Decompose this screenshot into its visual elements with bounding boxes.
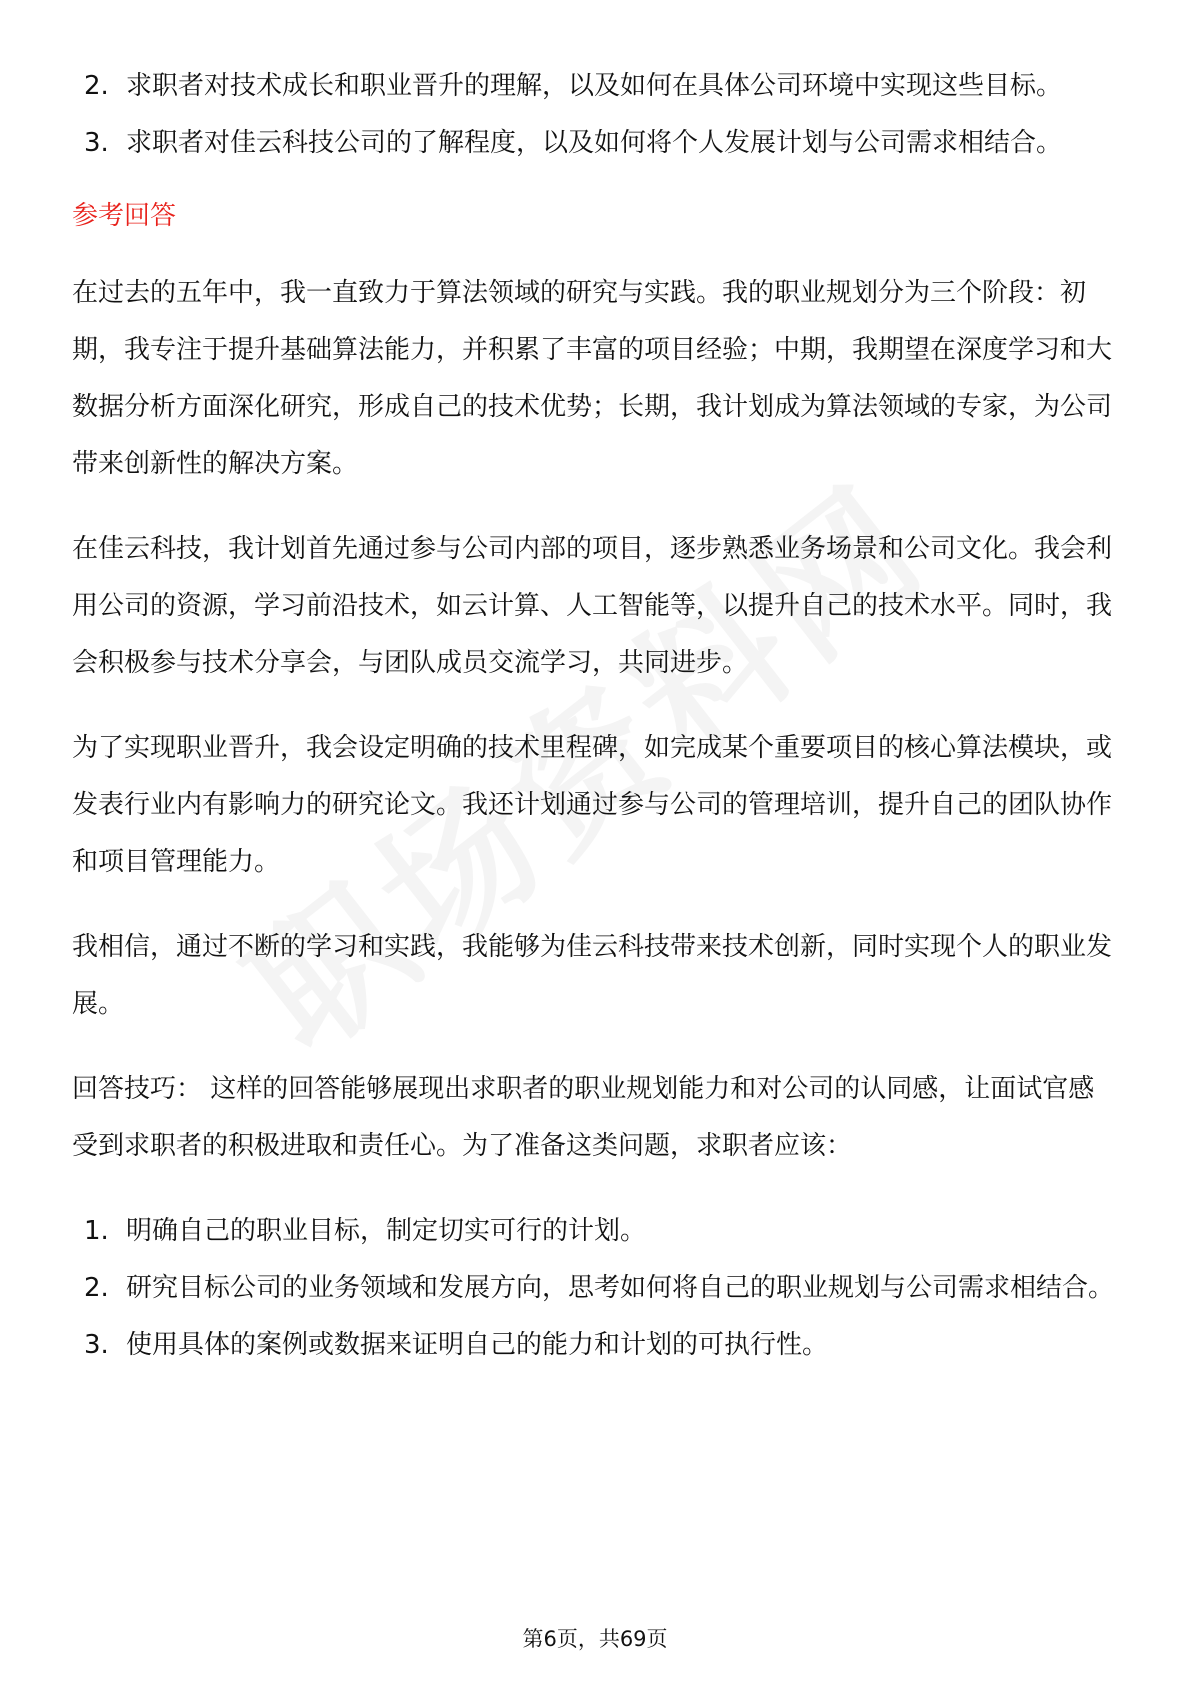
- answer-paragraph: 为了实现职业晋升，我会设定明确的技术里程碑，如完成某个重要项目的核心算法模块，或发表行业内有影响力的研究论文。我还计划通过参与公司的管理培训，提升自己的团队协作和项目管理能力。: [72, 733, 1113, 877]
- list-item-number: 1.: [84, 1216, 109, 1246]
- list-item-number: 2.: [84, 71, 109, 101]
- list-item-number: 3.: [84, 128, 109, 158]
- question-focus-list: [72, 58, 1118, 172]
- list-item-number: 2.: [84, 1273, 109, 1303]
- page-number-footer: 第6页，共69页: [522, 1627, 668, 1651]
- list-item: [72, 115, 1118, 172]
- list-item-text: 明确自己的职业目标，制定切实可行的计划。: [126, 1216, 647, 1246]
- list-item-number: 3.: [84, 1330, 109, 1360]
- section-heading: 参考回答: [72, 201, 177, 231]
- page-content: [72, 58, 1118, 1374]
- list-item: [72, 1317, 1118, 1374]
- answer-paragraph: 我相信，通过不断的学习和实践，我能够为佳云科技带来技术创新，同时实现个人的职业发展。: [72, 932, 1113, 1019]
- answer-paragraph: 在佳云科技，我计划首先通过参与公司内部的项目，逐步熟悉业务场景和公司文化。我会利用公司的资源，学习前沿技术，如云计算、人工智能等，以提升自己的技术水平。同时，我会积极参与技术分享会，与团队成员交流学习，共同进步。: [72, 534, 1113, 678]
- list-item: [72, 1203, 1118, 1260]
- list-item-text: 求职者对技术成长和职业晋升的理解，以及如何在具体公司环境中实现这些目标。: [126, 71, 1063, 101]
- answer-paragraph: 在过去的五年中，我一直致力于算法领域的研究与实践。我的职业规划分为三个阶段：初期，我专注于提升基础算法能力，并积累了丰富的项目经验；中期，我期望在深度学习和大数据分析方面深化研究，形成自己的技术优势；长期，我计划成为算法领域的专家，为公司带来创新性的解决方案。: [72, 278, 1113, 479]
- list-item: [72, 58, 1118, 115]
- list-item: [72, 1260, 1118, 1317]
- list-item-text: 研究目标公司的业务领域和发展方向，思考如何将自己的职业规划与公司需求相结合。: [126, 1273, 1115, 1303]
- list-item-text: 求职者对佳云科技公司的了解程度，以及如何将个人发展计划与公司需求相结合。: [126, 128, 1063, 158]
- list-item-text: 使用具体的案例或数据来证明自己的能力和计划的可执行性。: [126, 1330, 829, 1360]
- tips-list: [72, 1203, 1118, 1374]
- tips-paragraph: 回答技巧： 这样的回答能够展现出求职者的职业规划能力和对公司的认同感，让面试官感受到求职者的积极进取和责任心。为了准备这类问题，求职者应该：: [72, 1074, 1095, 1161]
